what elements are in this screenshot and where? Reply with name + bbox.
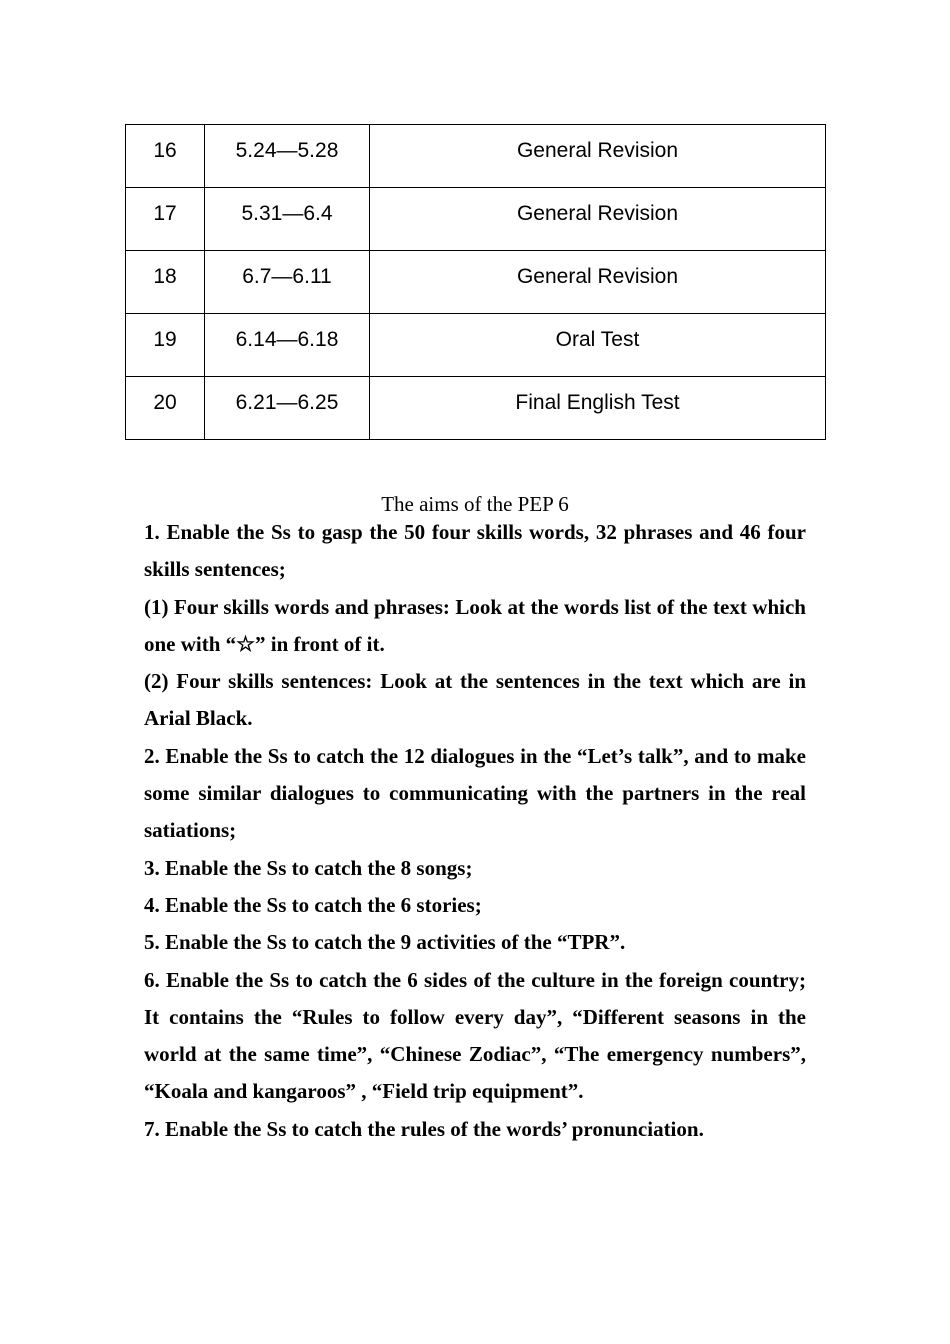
date-cell: 5.31—6.4 — [205, 188, 370, 251]
aim-item: (2) Four skills sentences: Look at the sentences in the text which are in Arial Black. — [144, 669, 806, 731]
aim-item: (1) Four skills words and phrases: Look at the words list of the text which one with “☆” in front of it. — [144, 594, 806, 656]
aims-list — [144, 514, 806, 1148]
week-cell: 17 — [126, 188, 205, 251]
content-cell: General Revision — [370, 251, 826, 314]
week-cell: 16 — [126, 125, 205, 188]
week-cell: 20 — [126, 377, 205, 440]
table-row — [126, 251, 826, 314]
content-cell: General Revision — [370, 125, 826, 188]
date-cell: 5.24—5.28 — [205, 125, 370, 188]
aim-item: 7. Enable the Ss to catch the rules of the words’ pronunciation. — [144, 1116, 704, 1141]
aim-item: 1. Enable the Ss to gasp the 50 four skills words, 32 phrases and 46 four skills sentences; — [144, 520, 806, 582]
date-cell: 6.7—6.11 — [205, 251, 370, 314]
aim-item: 4. Enable the Ss to catch the 6 stories; — [144, 892, 482, 917]
schedule-table — [125, 124, 826, 440]
table-row — [126, 125, 826, 188]
aim-item: 3. Enable the Ss to catch the 8 songs; — [144, 855, 473, 880]
content-cell: General Revision — [370, 188, 826, 251]
table-row — [126, 377, 826, 440]
table-row — [126, 188, 826, 251]
date-cell: 6.14—6.18 — [205, 314, 370, 377]
aims-heading: The aims of the PEP 6 — [381, 492, 569, 516]
aim-item: 5. Enable the Ss to catch the 9 activities of the “TPR”. — [144, 930, 626, 955]
date-cell: 6.21—6.25 — [205, 377, 370, 440]
table-row — [126, 314, 826, 377]
aim-item: 2. Enable the Ss to catch the 12 dialogues in the “Let’s talk”, and to make some similar dialogues to communicating with the partners in the real satiations; — [144, 743, 806, 843]
week-cell: 19 — [126, 314, 205, 377]
content-cell: Oral Test — [370, 314, 826, 377]
content-cell: Final English Test — [370, 377, 826, 440]
week-cell: 18 — [126, 251, 205, 314]
aim-item: 6. Enable the Ss to catch the 6 sides of the culture in the foreign country; It contains the “Rules to follow every day”, “Different seasons in the world at the same time”, “Chinese Zodiac”, “The emergency numbers”, “Koala and kangaroos” , “Field trip equipment”. — [144, 967, 806, 1104]
